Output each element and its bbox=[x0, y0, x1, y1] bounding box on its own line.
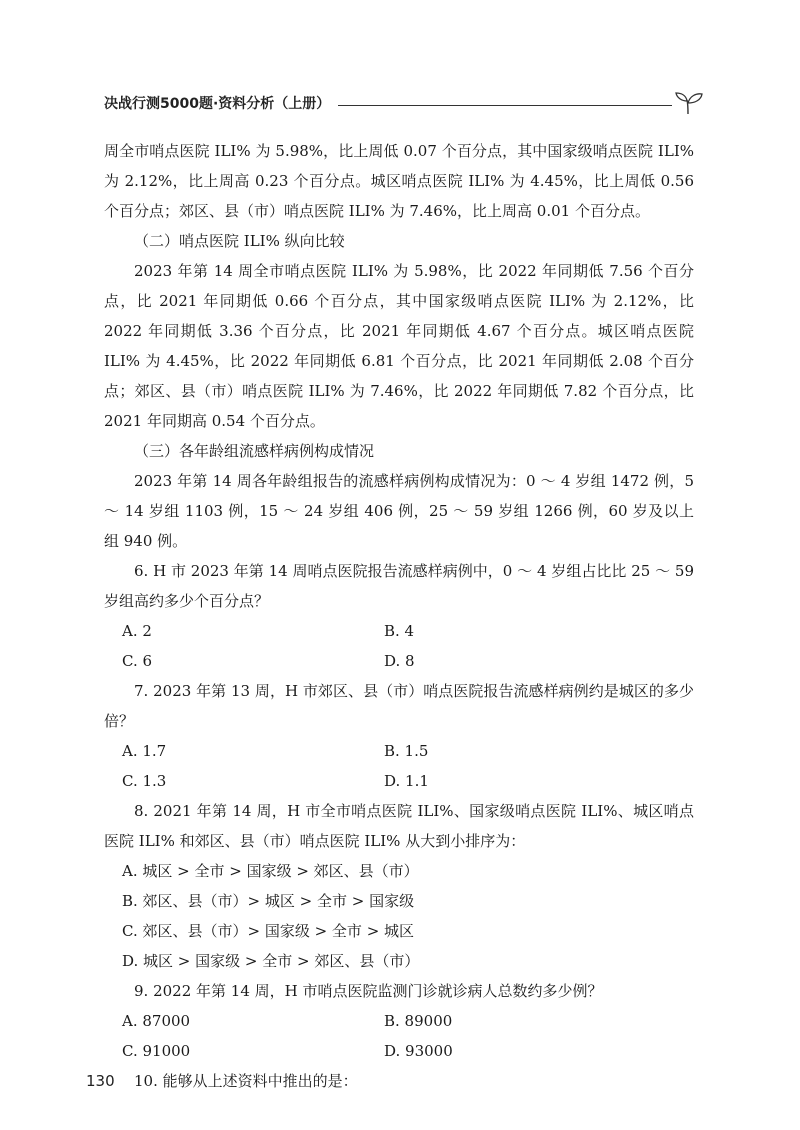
question-6: 6. H 市 2023 年第 14 周哨点医院报告流感样病例中，0 ～ 4 岁组占比比 25 ～ 59 岁组高约多少个百分点？ bbox=[104, 562, 694, 610]
page-number: 130 bbox=[86, 1072, 115, 1090]
paragraph-vertical-comparison: 2023 年第 14 周全市哨点医院 ILI% 为 5.98%，比 2022 年同期低 7.56 个百分点，比 2021 年同期低 0.66 个百分点，其中国家级哨点医院 ILI% 为 2.12%，比 2022 年同期低 3.36 个百分点，比 2021 年同期低 4.67 个百分点。城区哨点医院 ILI% 为 4.45%，比 2022 年同期低 6.81 个百分点，比 2021 年同期低 2.08 个百分点；郊区、县（市）哨点医院 ILI% 为 7.46%，比 2022 年同期低 7.82 个百分点，比 2021 年同期高 0.54 个百分点。 bbox=[104, 262, 694, 430]
running-header bbox=[104, 90, 704, 116]
question-7-options bbox=[104, 736, 694, 796]
option-b[interactable]: B. 郊区、县（市）> 城区 > 全市 > 国家级 bbox=[122, 892, 415, 910]
question-7: 7. 2023 年第 13 周，H 市郊区、县（市）哨点医院报告流感样病例约是城区的多少倍？ bbox=[104, 682, 694, 730]
option-a[interactable]: A. 1.7 bbox=[122, 742, 167, 760]
option-c[interactable]: C. 郊区、县（市）> 国家级 > 全市 > 城区 bbox=[122, 922, 415, 940]
option-d[interactable]: D. 1.1 bbox=[384, 772, 429, 790]
option-b[interactable]: B. 89000 bbox=[384, 1012, 453, 1030]
header-rule bbox=[338, 105, 672, 106]
option-b[interactable]: B. 1.5 bbox=[384, 742, 429, 760]
book-title: 决战行测5000题·资料分析（上册） bbox=[104, 96, 331, 112]
question-9: 9. 2022 年第 14 周，H 市哨点医院监测门诊就诊病人总数约多少例？ bbox=[134, 982, 603, 1000]
option-c[interactable]: C. 1.3 bbox=[122, 772, 167, 790]
main-content bbox=[104, 136, 694, 1096]
question-8: 8. 2021 年第 14 周，H 市全市哨点医院 ILI%、国家级哨点医院 ILI%、城区哨点医院 ILI% 和郊区、县（市）哨点医院 ILI% 从大到小排序为： bbox=[104, 802, 694, 850]
question-6-options bbox=[104, 616, 694, 676]
option-d[interactable]: D. 93000 bbox=[384, 1042, 453, 1060]
paragraph-weekly-comparison: 周全市哨点医院 ILI% 为 5.98%，比上周低 0.07 个百分点，其中国家级哨点医院 ILI% 为 2.12%，比上周高 0.23 个百分点。城区哨点医院 ILI% 为 4.45%，比上周低 0.56 个百分点；郊区、县（市）哨点医院 ILI% 为 7.46%，比上周高 0.01 个百分点。 bbox=[104, 142, 694, 220]
option-c[interactable]: C. 91000 bbox=[122, 1042, 191, 1060]
option-a[interactable]: A. 87000 bbox=[122, 1012, 191, 1030]
paragraph-age-groups: 2023 年第 14 周各年龄组报告的流感样病例构成情况为：0 ～ 4 岁组 1472 例，5 ～ 14 岁组 1103 例，15 ～ 24 岁组 406 例，25 ～ 59 岁组 1266 例，60 岁及以上组 940 例。 bbox=[104, 472, 694, 550]
option-d[interactable]: D. 8 bbox=[384, 652, 415, 670]
option-b[interactable]: B. 4 bbox=[384, 622, 415, 640]
question-9-options bbox=[104, 1006, 694, 1066]
section-heading-age-groups: （三）各年龄组流感样病例构成情况 bbox=[134, 442, 375, 460]
section-heading-vertical-comparison: （二）哨点医院 ILI% 纵向比较 bbox=[134, 232, 345, 250]
question-10: 10. 能够从上述资料中推出的是： bbox=[134, 1072, 358, 1090]
option-c[interactable]: C. 6 bbox=[122, 652, 153, 670]
option-d[interactable]: D. 城区 > 国家级 > 全市 > 郊区、县（市） bbox=[122, 952, 420, 970]
question-8-options bbox=[104, 856, 694, 976]
sprout-icon bbox=[674, 90, 704, 116]
option-a[interactable]: A. 2 bbox=[122, 622, 152, 640]
option-a[interactable]: A. 城区 > 全市 > 国家级 > 郊区、县（市） bbox=[122, 862, 419, 880]
